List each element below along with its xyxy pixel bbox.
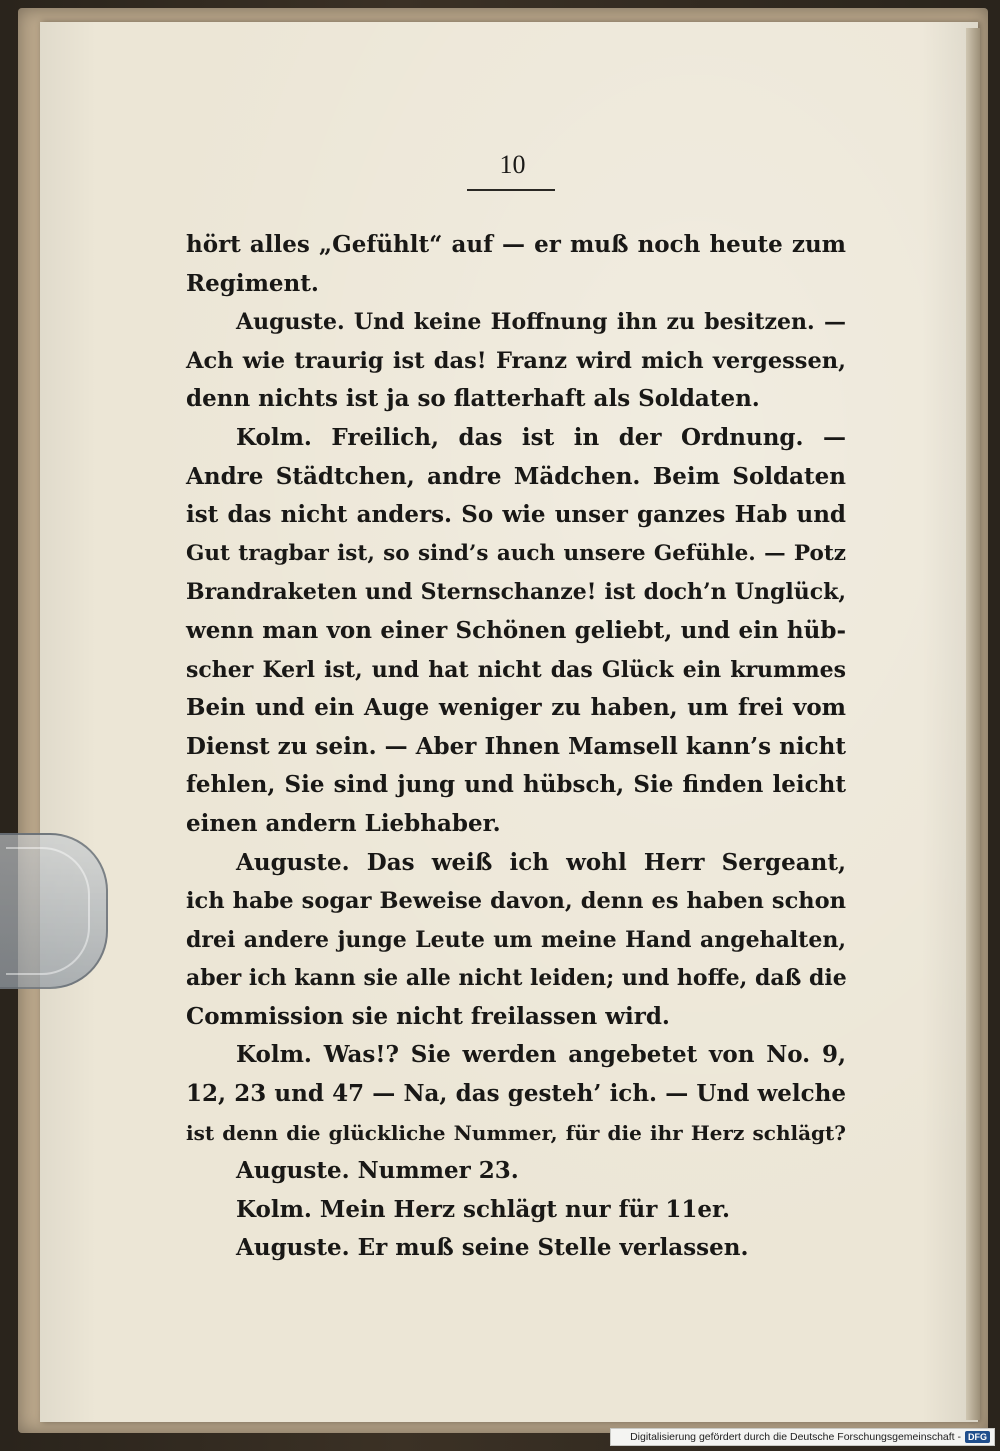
text-line: ist das nicht anders. So wie unser ganzes Hab und [186,501,846,529]
page-clip [0,833,108,989]
text-line: Ach wie traurig ist das! Franz wird mich vergessen, [186,347,846,374]
text-line: aber ich kann sie alle nicht leiden; und hoffe, daß die [186,965,847,992]
text-line: denn nichts ist ja so flatterhaft als Soldaten. [186,385,760,413]
text-line: hört alles „Gefühlt“ auf — er muß noch heute zum [186,231,846,258]
text-line: drei andere junge Leute um meine Hand angehalten, [186,926,846,953]
text-line: Kolm. Freilich, das ist in der Ordnung. — [236,423,846,451]
text-line: Dienst zu sein. — Aber Ihnen Mamsell kann’s nicht [186,732,846,760]
text-line: wenn man von einer Schönen geliebt, und ein hüb- [186,616,846,644]
text-line: scher Kerl ist, und hat nicht das Glück ein krummes [186,656,846,683]
text-line: 12, 23 und 47 — Na, das gesteh’ ich. — Und welche [186,1080,846,1108]
text-line: ich habe sogar Beweise davon, denn es haben schon [186,888,846,915]
text-line: Auguste. Das weiß ich wohl Herr Sergeant, [236,848,846,876]
page-number-rule [467,189,555,191]
dfg-logo: DFG [965,1431,990,1443]
page-number: 10 [499,150,526,179]
text-line: Auguste. Und keine Hoffnung ihn zu besitzen. — [236,309,846,336]
text-line: Kolm. Mein Herz schlägt nur für 11er. [236,1195,731,1223]
text-line: Bein und ein Auge weniger zu haben, um frei vom [186,694,846,722]
digitization-footer [610,1428,995,1446]
text-line: Brandraketen und Sternschanze! ist doch’n Unglück, [186,579,846,606]
text-line: Regiment. [186,269,319,297]
text-line: Andre Städtchen, andre Mädchen. Beim Soldaten [186,462,846,490]
page-edge [966,28,980,1420]
text-line: ist denn die glückliche Nummer, für die ihr Herz schlägt? [186,1120,846,1145]
text-line: Auguste. Nummer 23. [236,1157,519,1185]
text-line: Auguste. Er muß seine Stelle verlassen. [236,1234,749,1262]
footer-text: Digitalisierung gefördert durch die Deutsche Forschungsgemeinschaft - [630,1431,961,1443]
text-line: fehlen, Sie sind jung und hübsch, Sie finden leicht [186,771,846,799]
page-clip-highlight [6,847,90,975]
text-line: Commission sie nicht freilassen wird. [186,1002,670,1030]
text-line: Kolm. Was!? Sie werden angebetet von No. 9, [236,1041,846,1069]
body-text [186,226,846,1268]
text-line: einen andern Liebhaber. [186,809,501,837]
text-line: Gut tragbar ist, so sind’s auch unsere Gefühle. — Potz [186,540,846,566]
